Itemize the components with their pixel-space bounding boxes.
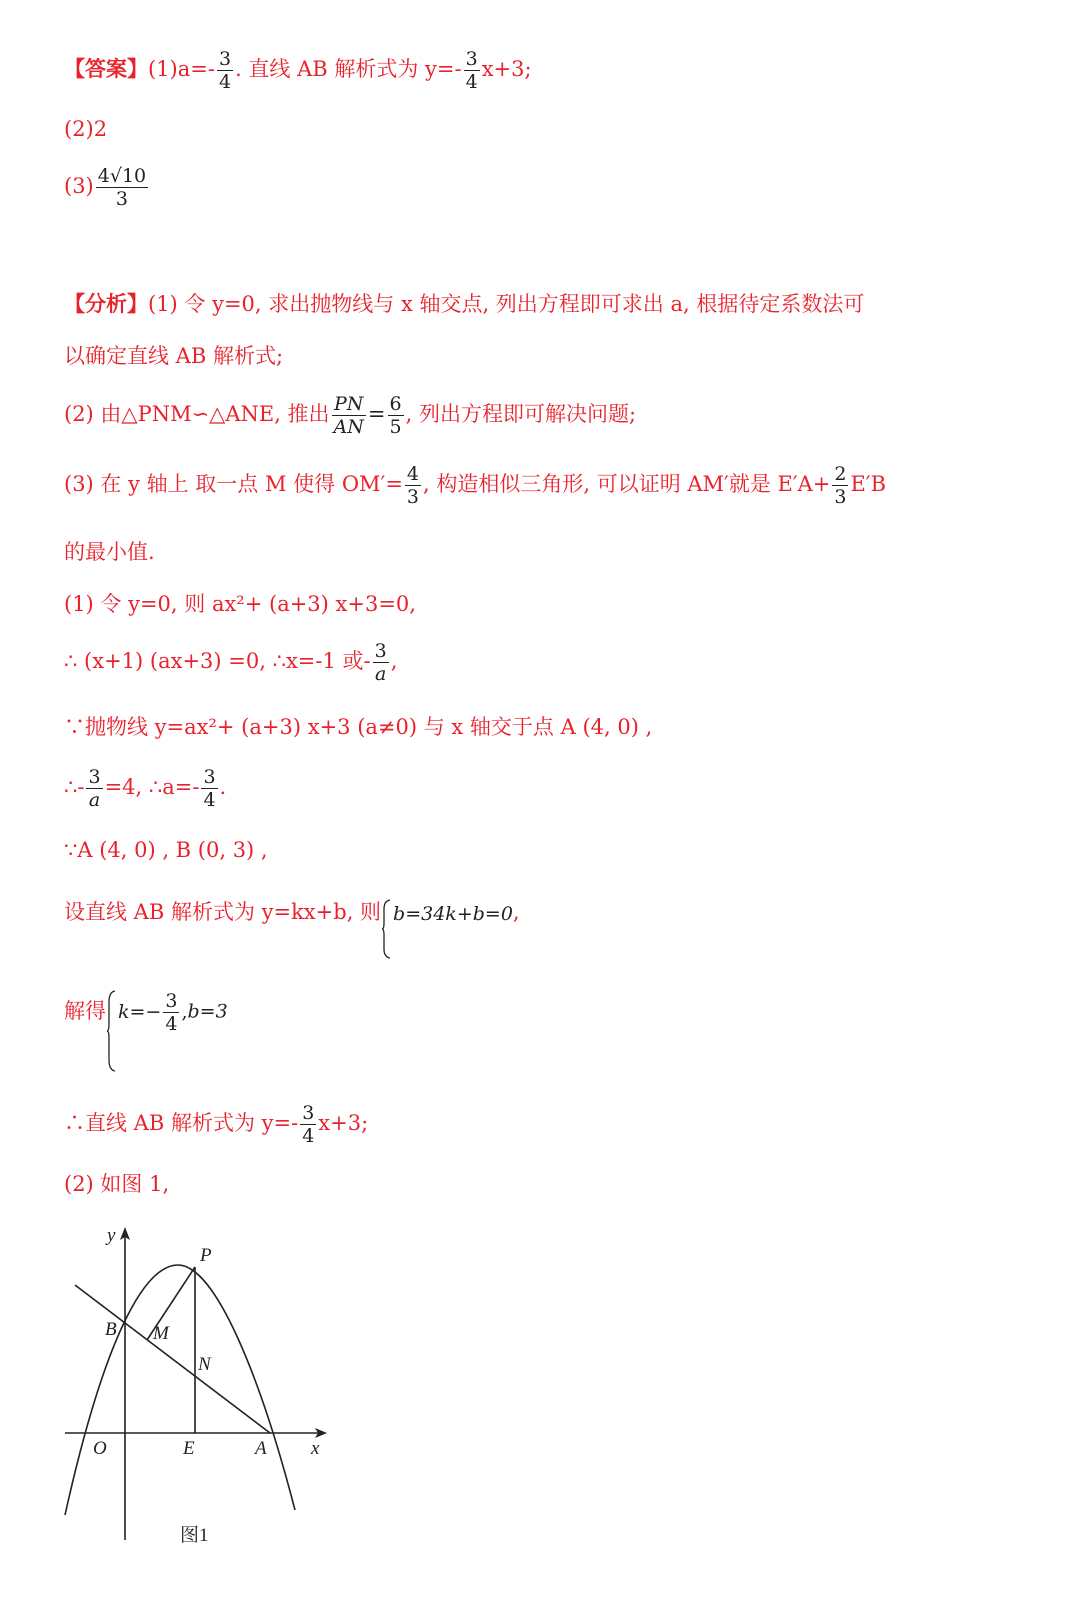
fraction: $\frac{PN}{AN}$ (333, 393, 364, 438)
solution-line-3: ∵抛物线 y=ax²+ (a+3) x+3 (a≠0) 与 x 轴交于点 A (4, 0) , (64, 715, 653, 739)
solution-line-7: 解得 k=− $\frac{3}{4}$ ,b=3 (64, 990, 228, 1035)
solution-line-5: ∵A (4, 0) , B (0, 3) , (64, 838, 268, 862)
analysis-line-4: (3) 在 y 轴上 取一点 M 使得 OM′= $\frac{4}{3}$ , 构造相似三角形, 可以证明 AM′就是 E′A+ $\frac{2}{3}$ E′B (64, 463, 886, 508)
analysis-line-1 (64, 290, 864, 318)
solution-line-1: (1) 令 y=0, 则 ax²+ (a+3) x+3=0, (64, 592, 416, 616)
solution-line-4: ∴- $\frac{3}{a}$ =4, ∴a=- $\frac{3}{4}$ . (64, 766, 227, 811)
fraction: $\frac{3}{4}$ (218, 48, 232, 93)
answer-p1-suffix: x+3; (481, 57, 532, 81)
label-a: A (255, 1438, 267, 1459)
answer-line-3 (64, 165, 150, 210)
fraction: $\frac{3}{4}$ (203, 766, 216, 811)
fraction: $\frac{3}{4}$ (465, 48, 478, 93)
fraction: $\frac{3}{a}$ (374, 640, 387, 685)
answer-p1-prefix: (1)a=- (148, 57, 215, 81)
fraction: $\frac{6}{5}$ (389, 393, 402, 438)
figure-1 (55, 1215, 345, 1560)
fraction: $\frac{3}{a}$ (88, 766, 101, 811)
solution-line-8: ∴直线 AB 解析式为 y=- $\frac{3}{4}$ x+3; (64, 1102, 369, 1147)
label-o: O (93, 1438, 107, 1459)
figure-caption: 图1 (180, 1525, 209, 1546)
equation-system: b=34k+b=0 (381, 899, 513, 929)
answer-p1-mid: . 直线 AB 解析式为 y=- (235, 57, 462, 81)
analysis-text-1: (1) 令 y=0, 求出抛物线与 x 轴交点, 列出方程即可求出 a, 根据待定系数法可 (148, 292, 865, 316)
label-e: E (183, 1438, 195, 1459)
answer-line-1 (64, 48, 532, 93)
label-x: x (311, 1438, 320, 1459)
solution-line-6: 设直线 AB 解析式为 y=kx+b, 则 b=34k+b=0, (64, 898, 520, 929)
solution-line-9: (2) 如图 1, (64, 1172, 170, 1196)
solution-line-2: ∴ (x+1) (ax+3) =0, ∴x=-1 或- $\frac{3}{a}$ , (64, 640, 398, 685)
fraction: $\frac{3}{4}$ (302, 1102, 315, 1147)
answer-label: 【答案】 (64, 56, 148, 81)
label-y: y (107, 1225, 116, 1246)
fraction: $\frac{4}{3}$ (406, 463, 420, 508)
equation-system: k=− $\frac{3}{4}$ ,b=3 (106, 990, 228, 1035)
analysis-line-2: 以确定直线 AB 解析式; (64, 344, 284, 368)
analysis-label: 【分析】 (64, 291, 148, 316)
fraction: $\frac{4√10}{3}$ (97, 165, 147, 210)
label-p: P (200, 1245, 212, 1266)
analysis-line-3: (2) 由△PNM∽△ANE, 推出 $\frac{PN}{AN}$ = $\frac{6}{5}$ , 列出方程即可解决问题; (64, 393, 637, 438)
analysis-line-5: 的最小值. (64, 540, 155, 564)
label-n: N (198, 1354, 211, 1375)
answer-p3-prefix: (3) (64, 174, 94, 198)
fraction: $\frac{2}{3}$ (834, 463, 847, 508)
label-m: M (153, 1323, 169, 1344)
answer-line-2: (2)2 (64, 117, 108, 141)
label-b: B (105, 1319, 117, 1340)
